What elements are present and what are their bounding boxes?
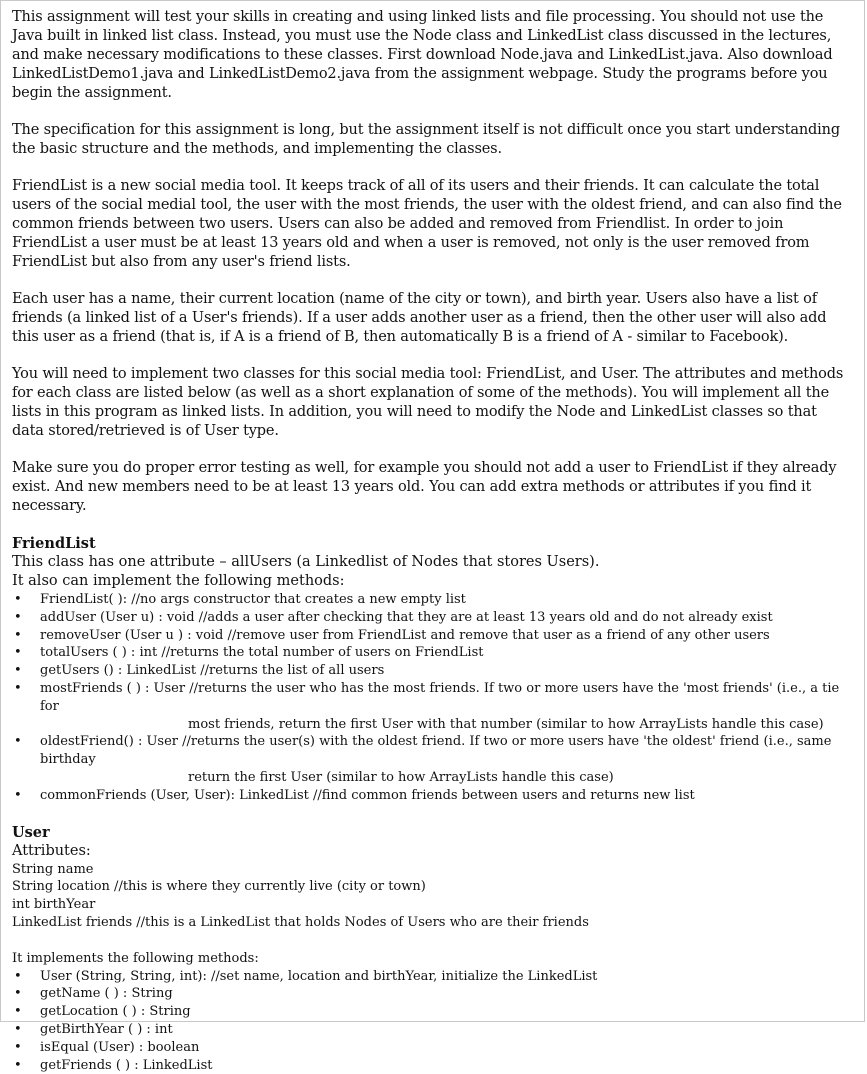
friendlist-method-list — [12, 591, 848, 805]
friendlist-section — [12, 534, 848, 805]
intro-paragraph: This assignment will test your skills in creating and using linked lists and file processing. You should not use the Java built in linked list class. Instead, you must use the Node class and LinkedList class discussed in the lectures, and make necessary modifications to these classes. First download Node.java and LinkedList.java. Also download LinkedListDemo1.java and LinkedListDemo2.java from the assignment webpage. Study the programs before you begin the assignment. — [12, 9, 833, 101]
error-testing-paragraph: Make sure you do proper error testing as well, for example you should not add a user to FriendList if they already exist. And new members need to be at least 13 years old. You can add extra methods or attributes if you find it necessary. — [12, 460, 837, 514]
list-item: • addUser (User u) : void //adds a user after checking that they are at least 13 years old and do not already exist — [14, 609, 773, 625]
user-method-list — [12, 968, 848, 1074]
friendlist-methods-intro: It also can implement the following methods: — [12, 573, 345, 589]
list-item: • totalUsers ( ) : int //returns the total number of users on FriendList — [14, 645, 484, 661]
list-item: • mostFriends ( ) : User //returns the user who has the most friends. If two or more users have the 'most friends' (i.e., a tie for most friends, return the first User with that number (similar to how ArrayLists handle this case) — [14, 680, 840, 732]
friendlist-description: FriendList is a new social media tool. It keeps track of all of its users and their friends. It can calculate the total users of the social medial tool, the user with the most friends, the user with the oldest friend, and can also find the common friends between two users. Users can also be added and removed from Friendlist. In order to join FriendList a user must be at least 13 years old and when a user is removed, not only is the user removed from FriendList but also from any user's friend lists. — [12, 178, 842, 270]
user-attribute: String name — [12, 861, 94, 877]
user-attributes-label: Attributes: — [12, 842, 91, 859]
list-item: • oldestFriend() : User //returns the user(s) with the oldest friend. If two or more users have 'the oldest' friend (i.e., same birthday return the first User (similar to how ArrayLists handle this case) — [14, 734, 832, 785]
list-item: • getBirthYear ( ) : int — [14, 1021, 173, 1037]
spec-paragraph: The specification for this assignment is long, but the assignment itself is not difficult once you start understanding the basic structure and the methods, and implementing the classes. — [12, 122, 840, 157]
list-item: • getLocation ( ) : String — [14, 1004, 191, 1020]
user-attribute: int birthYear — [12, 897, 96, 913]
list-item: • isEqual (User) : boolean — [14, 1039, 200, 1055]
list-item: • User (String, String, int): //set name, location and birthYear, initialize the LinkedList — [14, 968, 598, 984]
user-methods-label: It implements the following methods: — [12, 950, 259, 966]
classes-paragraph: You will need to implement two classes for this social media tool: FriendList, and User. The attributes and methods for each class are listed below (as well as a short explanation of some of the methods). You will implement all the lists in this program as linked lists. In addition, you will need to modify the Node and LinkedList classes so that data stored/retrieved is of User type. — [12, 366, 844, 439]
assignment-document — [12, 8, 848, 1074]
list-item: • FriendList( ): //no args constructor that creates a new empty list — [14, 592, 466, 607]
user-description: Each user has a name, their current location (name of the city or town), and birth year. Users also have a list of friends (a linked list of a User's friends). If a user adds another user as a friend, then the other user will also add this user as a friend (that is, if A is a friend of B, then automatically B is a friend of A - similar to Facebook). — [12, 291, 827, 345]
list-item: • commonFriends (User, User): LinkedList //find common friends between users and returns new list — [14, 787, 695, 803]
user-heading: User — [12, 823, 50, 841]
user-attribute: LinkedList friends //this is a LinkedList that holds Nodes of Users who are their friends — [12, 914, 589, 930]
friendlist-heading: FriendList — [12, 535, 96, 552]
list-item: • getFriends ( ) : LinkedList — [14, 1057, 213, 1073]
user-attribute: String location //this is where they currently live (city or town) — [12, 879, 426, 895]
user-section — [12, 823, 848, 1074]
list-item: • removeUser (User u ) : void //remove user from FriendList and remove that user as a friend of any other users — [14, 627, 770, 643]
friendlist-attribute-line: This class has one attribute – allUsers (a Linkedlist of Nodes that stores Users). — [12, 554, 600, 570]
list-item: • getUsers () : LinkedList //returns the list of all users — [14, 663, 385, 679]
list-item: • getName ( ) : String — [14, 986, 173, 1002]
